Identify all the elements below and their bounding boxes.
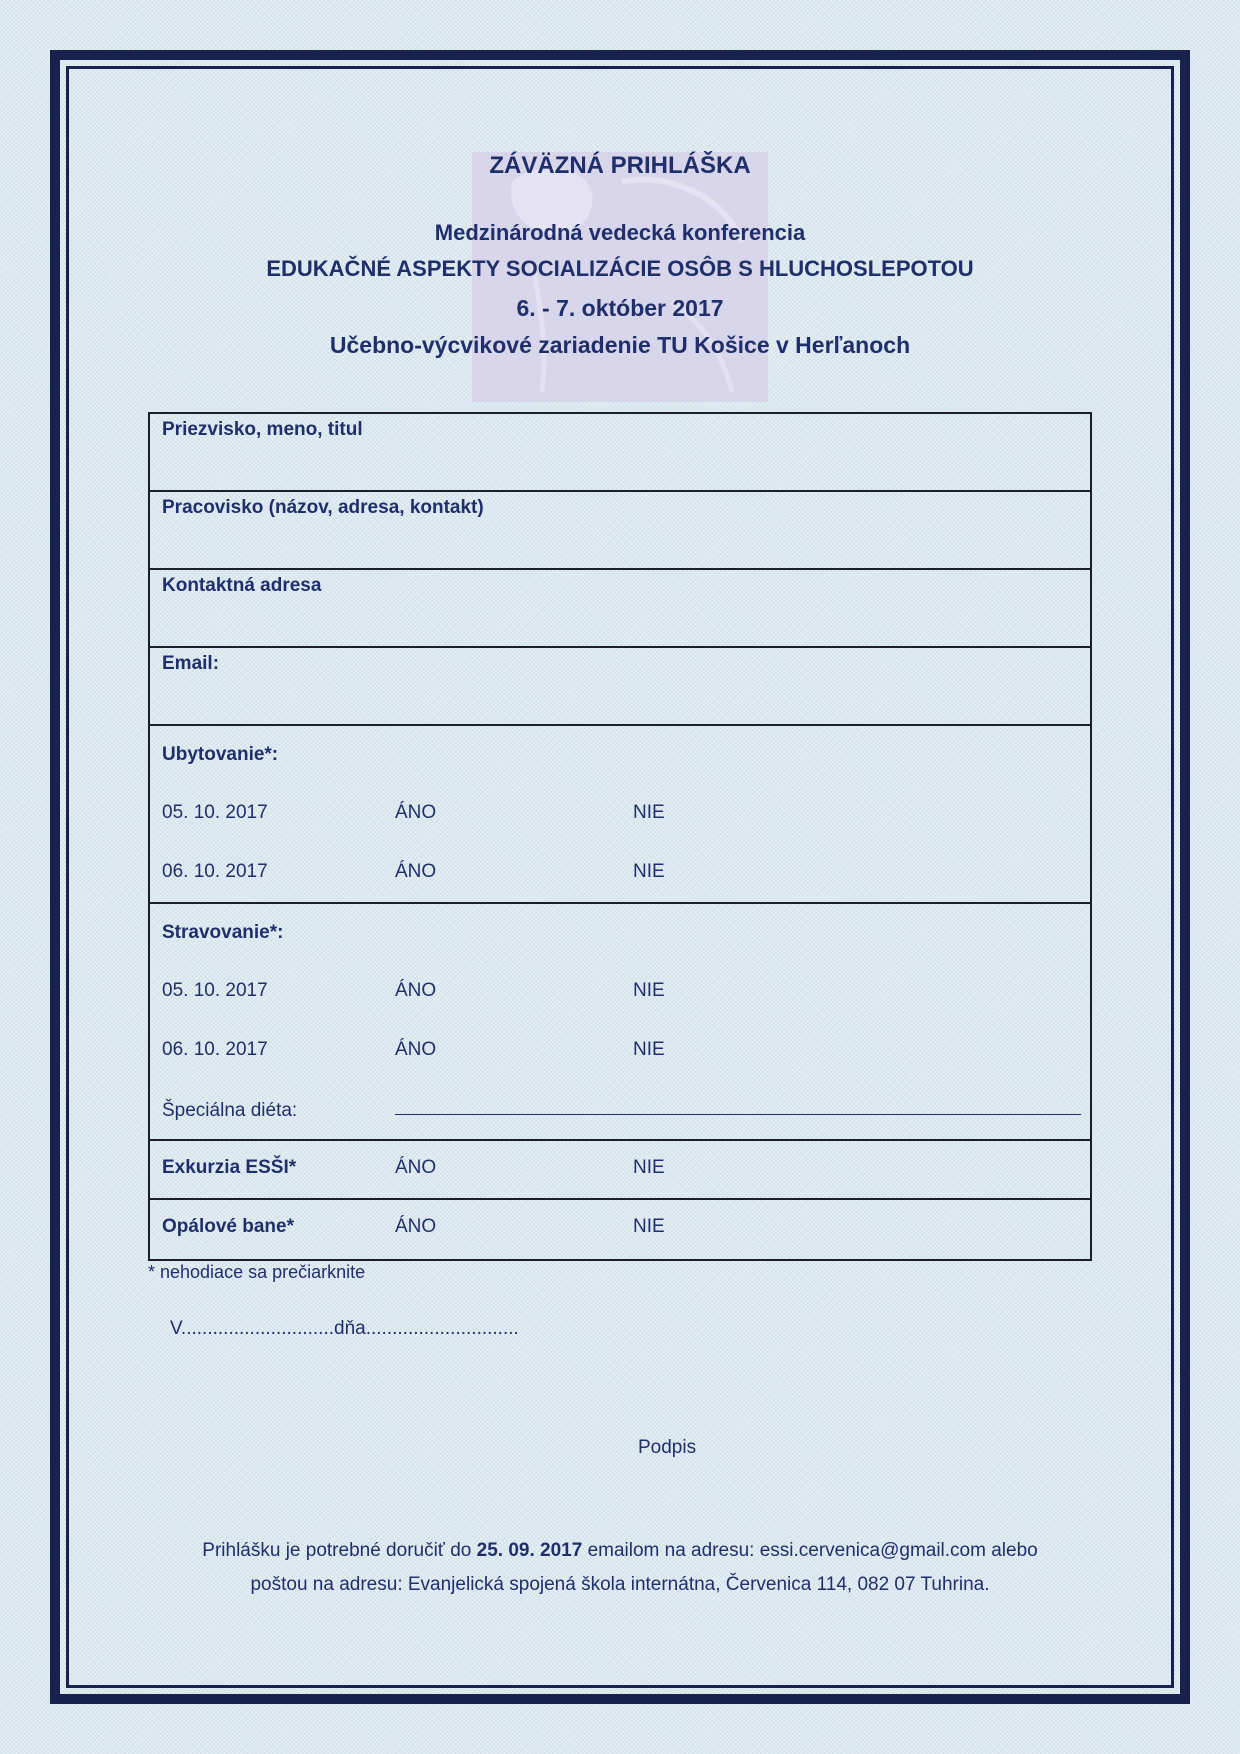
conference-venue: Učebno-výcvikové zariadenie TU Košice v Herľanoch	[329, 332, 911, 358]
meals-label: Stravovanie*:	[162, 922, 284, 943]
opal-mines-no-option[interactable]: NIE	[633, 1216, 665, 1237]
excursion-yes-option[interactable]: ÁNO	[395, 1157, 437, 1178]
meals-no-option[interactable]: NIE	[633, 1039, 665, 1060]
accommodation-section	[150, 726, 1090, 904]
opal-mines-yes-option[interactable]: ÁNO	[395, 1216, 437, 1237]
footer-text-after: emailom na adresu: essi.cervenica@gmail.com alebo	[587, 1540, 1038, 1561]
signature-label: Podpis	[638, 1437, 697, 1458]
excursion-no-option[interactable]: NIE	[633, 1157, 665, 1178]
accommodation-yes-option[interactable]: ÁNO	[395, 802, 437, 823]
meals-date: 05. 10. 2017	[162, 980, 268, 1001]
name-field[interactable]	[150, 414, 1090, 492]
place-date-line[interactable]: V.............................dňa.............................	[170, 1318, 519, 1339]
meals-date: 06. 10. 2017	[162, 1039, 268, 1060]
accommodation-yes-option[interactable]: ÁNO	[395, 861, 437, 882]
accommodation-no-option[interactable]: NIE	[633, 861, 665, 882]
footer-text-before: Prihlášku je potrebné doručiť do	[202, 1540, 472, 1561]
workplace-field[interactable]	[150, 492, 1090, 570]
opal-mines-label: Opálové bane*	[162, 1216, 294, 1237]
meals-no-option[interactable]: NIE	[633, 980, 665, 1001]
meals-yes-option[interactable]: ÁNO	[395, 980, 437, 1001]
email-field[interactable]	[150, 648, 1090, 726]
address-label: Kontaktná adresa	[162, 575, 322, 596]
footer-deadline: 25. 09. 2017	[476, 1540, 583, 1561]
accommodation-no-option[interactable]: NIE	[633, 802, 665, 823]
workplace-label: Pracovisko (názov, adresa, kontakt)	[162, 497, 484, 518]
conference-type: Medzinárodná vedecká konferencia	[434, 220, 806, 245]
address-field[interactable]	[150, 570, 1090, 648]
meals-section	[150, 904, 1090, 1141]
email-label: Email:	[162, 653, 220, 674]
accommodation-label: Ubytovanie*:	[162, 744, 279, 765]
conference-dates: 6. - 7. október 2017	[516, 295, 724, 321]
opal-mines-section	[150, 1200, 1090, 1259]
excursion-section	[150, 1141, 1090, 1200]
footer-address: poštou na adresu: Evanjelická spojená škola internátna, Červenica 114, 082 07 Tuhrina.	[250, 1574, 990, 1595]
special-diet-label: Špeciálna diéta:	[162, 1100, 298, 1121]
accommodation-date: 05. 10. 2017	[162, 802, 268, 823]
special-diet-field[interactable]	[395, 1114, 1081, 1115]
meals-yes-option[interactable]: ÁNO	[395, 1039, 437, 1060]
registration-form	[148, 412, 1092, 1261]
strike-out-note: * nehodiace sa prečiarknite	[148, 1262, 366, 1282]
form-title: ZÁVÄZNÁ PRIHLÁŠKA	[489, 152, 751, 179]
conference-name: EDUKAČNÉ ASPEKTY SOCIALIZÁCIE OSÔB S HLUCHOSLEPOTOU	[266, 256, 974, 281]
accommodation-date: 06. 10. 2017	[162, 861, 268, 882]
name-label: Priezvisko, meno, titul	[162, 419, 363, 440]
excursion-label: Exkurzia ESŠI*	[162, 1157, 297, 1178]
footer-instructions	[0, 1540, 1240, 1562]
